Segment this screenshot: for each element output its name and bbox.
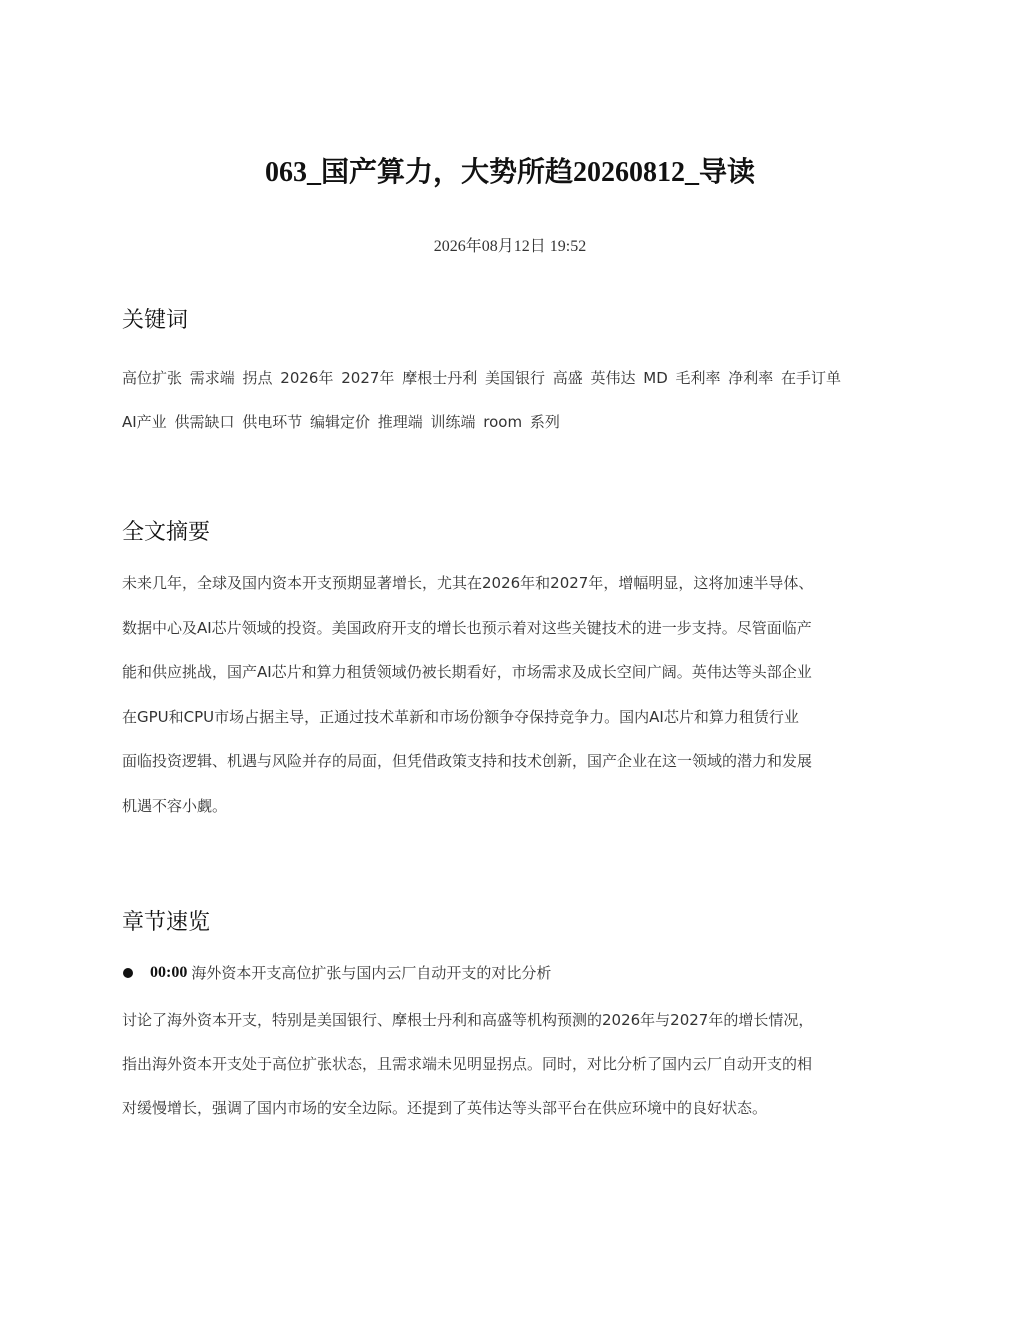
bullet-icon [123, 968, 133, 978]
summary-line: 数据中心及AI芯片领域的投资。美国政府开支的增长也预示着对这些关键技术的进一步支持。尽管面临产 [122, 618, 812, 637]
summary-paragraph [122, 561, 912, 828]
summary-line: 面临投资逻辑、机遇与风险并存的局面，但凭借政策支持和技术创新，国产企业在这一领域的潜力和发展 [122, 752, 813, 770]
summary-line: 机遇不容小觑。 [122, 796, 228, 815]
keywords-list [122, 356, 912, 444]
keywords-line: 高位扩张 需求端 拐点 2026年 2027年 摩根士丹利 美国银行 高盛 英伟达 MD 毛利率 净利率 在手订单 [122, 369, 842, 387]
chapter-description-line: 对缓慢增长，强调了国内市场的安全边际。还提到了英伟达等头部平台在供应环境中的良好状态。 [122, 1099, 768, 1117]
chapter-description [122, 998, 912, 1130]
chapters-heading: 章节速览 [122, 910, 211, 935]
summary-line: 在GPU和CPU市场占据主导，正通过技术革新和市场份额争夺保持竞争力。国内AI芯片和算力租赁行业 [122, 707, 799, 726]
summary-heading: 全文摘要 [122, 520, 211, 545]
chapter-title: 海外资本开支高位扩张与国内云厂自动开支的对比分析 [191, 964, 552, 982]
chapter-timestamp: 00:00 [150, 963, 188, 981]
chapter-description-line: 指出海外资本开支处于高位扩张状态，且需求端未见明显拐点。同时，对比分析了国内云厂自动开支的相 [122, 1055, 813, 1073]
summary-line: 能和供应挑战，国产AI芯片和算力租赁领域仍被长期看好，市场需求及成长空间广阔。英伟达等头部企业 [122, 663, 812, 681]
chapter-description-line: 讨论了海外资本开支，特别是美国银行、摩根士丹利和高盛等机构预测的2026年与2027年的增长情况， [122, 1011, 814, 1029]
keywords-heading: 关键词 [122, 308, 189, 333]
keywords-line: AI产业 供需缺口 供电环节 编辑定价 推理端 训练端 room 系列 [122, 413, 560, 431]
document-title: 063_国产算力，大势所趋20260812_导读 [264, 157, 755, 188]
document-date: 2026年08月12日 19:52 [433, 238, 587, 255]
summary-line: 未来几年，全球及国内资本开支预期显著增长，尤其在2026年和2027年，增幅明显，这将加速半导体、 [122, 574, 814, 592]
chapter-item [122, 962, 912, 983]
